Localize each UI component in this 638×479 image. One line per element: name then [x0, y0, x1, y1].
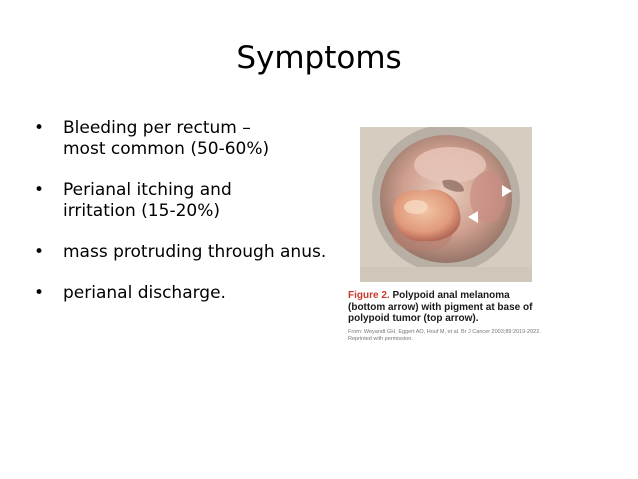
slide-title: Symptoms [236, 40, 402, 76]
bullet-dot: • [34, 283, 45, 303]
bullet-item [34, 180, 273, 222]
figure-caption-text: Polypoid anal melanoma (bottom arrow) with pigment at base of polypoid tumor (top arrow). [348, 290, 533, 324]
bullet-dot: • [34, 242, 45, 262]
bullet-item [34, 118, 283, 160]
endoscopy-image [360, 127, 532, 282]
endoscopy-photo [360, 127, 532, 282]
figure-caption [348, 290, 548, 343]
bullet-text: mass protruding through anus. [63, 242, 327, 262]
figure-label: Figure 2. [348, 290, 390, 301]
bullet-text: Bleeding per rectum – most common (50-60%) [63, 118, 270, 159]
bullet-text: perianal discharge. [63, 283, 226, 303]
bullet-item [34, 242, 338, 263]
bullet-list [34, 118, 327, 304]
bullet-text: Perianal itching and irritation (15-20%) [63, 180, 232, 221]
bullet-item [34, 283, 338, 304]
figure-source: From: Weyandt GH, Eggert AO, Houf M, et al. Br J Cancer 2003;89:2019-2022. Reprinted with permission. [348, 328, 541, 342]
bullet-dot: • [34, 118, 45, 138]
bullet-dot: • [34, 180, 45, 200]
